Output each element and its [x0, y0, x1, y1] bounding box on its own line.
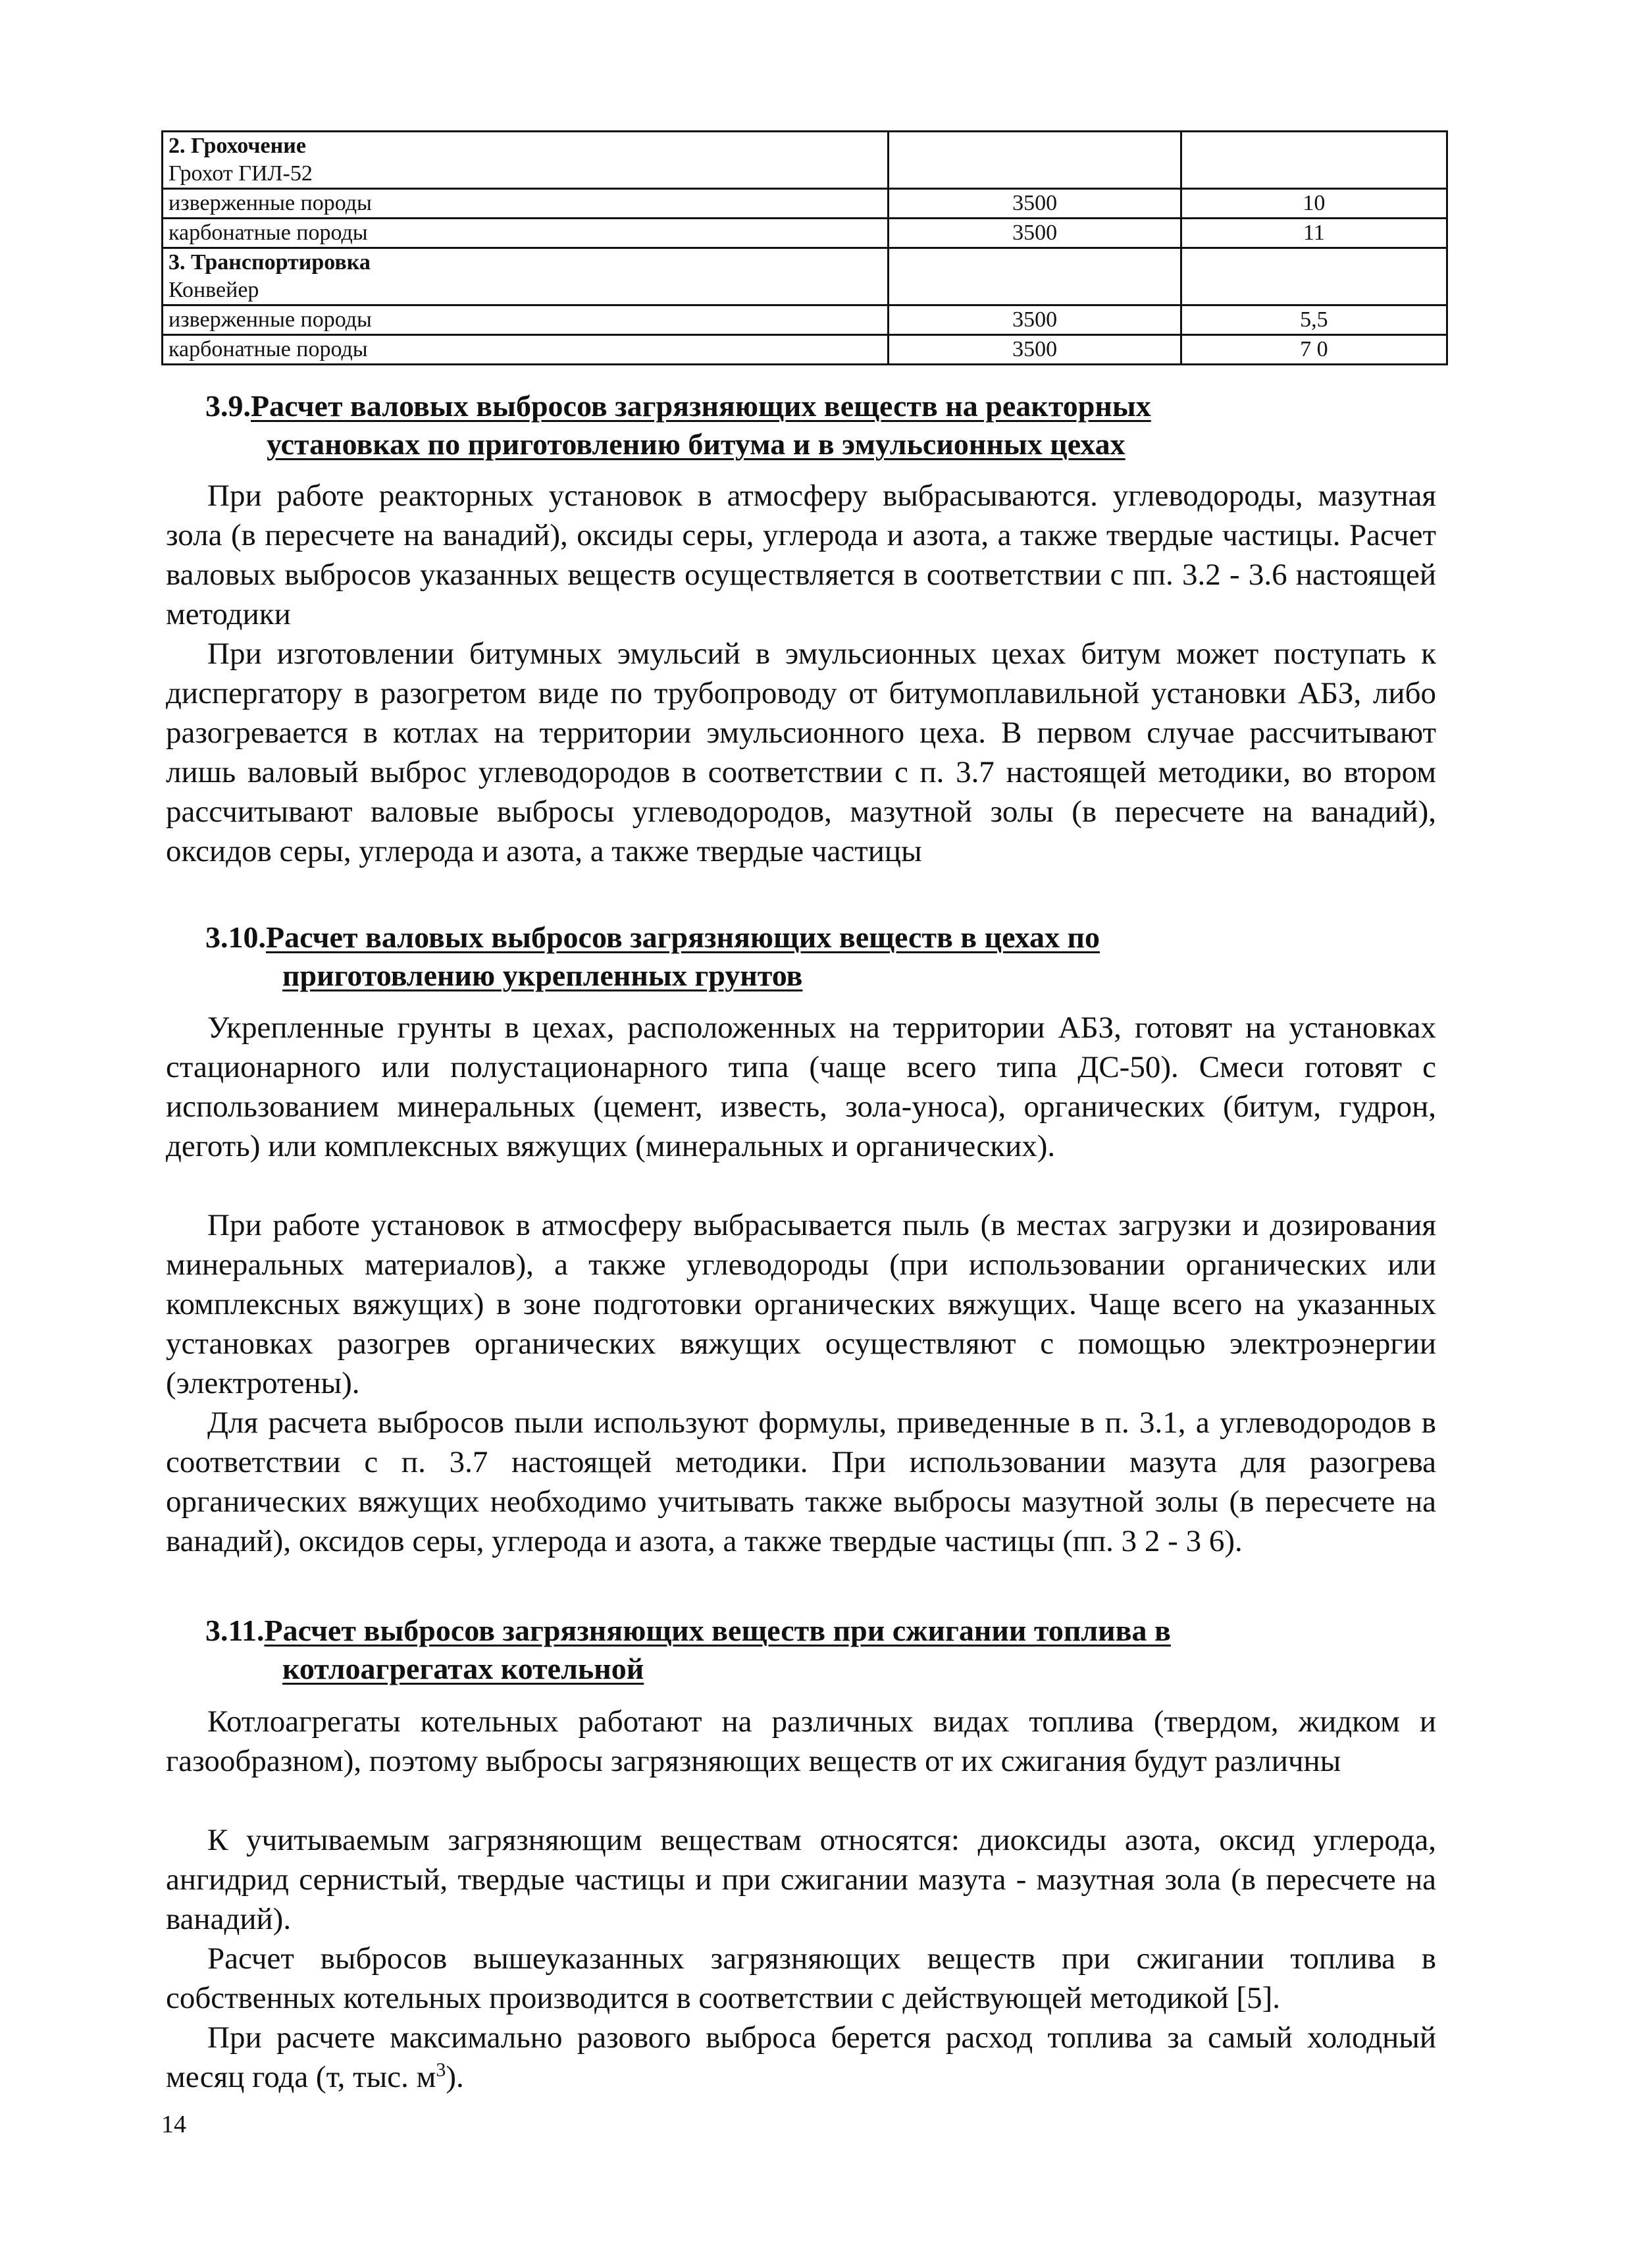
- section-heading-3-9: [205, 387, 1151, 463]
- table-row-label: карбонатные породы: [168, 337, 368, 361]
- table-cell-value: 3500: [1012, 307, 1058, 332]
- table-cell-value: 10: [1303, 191, 1326, 215]
- table-cell-value: 7 0: [1300, 337, 1328, 361]
- table-row-label: изверженные породы: [168, 307, 372, 332]
- section-number: 3.10.: [205, 920, 266, 954]
- table-group-title: 2. Грохочение: [168, 134, 306, 158]
- paragraph: Укрепленные грунты в цехах, расположенных на территории АБЗ, готовят на установках стационарного или полустационарного типа (чаще всего типа ДС-50). Смеси готовят с использованием минеральных (цемент, известь, зола-уноса), органических (битум, гудрон, деготь) или комплексных вяжущих (минеральных и органических).: [166, 1011, 1436, 1163]
- table-row: [163, 305, 1447, 335]
- table-group-header: [163, 132, 1447, 189]
- paragraph-text: При расчете максимально разового выброса берется расход топлива за самый холодный месяц года (т, тыс. м: [166, 2020, 1436, 2094]
- table-cell-value: 11: [1303, 221, 1325, 245]
- table-row-label: карбонатные породы: [168, 221, 368, 245]
- section-title-line1: Расчет валовых выбросов загрязняющих веществ на реакторных: [251, 389, 1151, 423]
- paragraph: Для расчета выбросов пыли используют формулы, приведенные в п. 3.1, а углеводородов в соответствии с п. 3.7 настоящей методики. При использовании мазута для разогрева органических вяжущих необходимо учитывать также выбросы мазутной золы (в пересчете на ванадий), оксидов серы, углерода и азота, а также твердые частицы (пп. 3 2 - 3 6).: [166, 1406, 1436, 1558]
- section-title-line2: приготовлению укрепленных грунтов: [282, 959, 803, 992]
- table-group-header: [163, 248, 1447, 305]
- section-title-line2: установках по приготовлению битума и в эмульсионных цехах: [267, 427, 1125, 461]
- table-cell-value: 3500: [1012, 191, 1058, 215]
- section-number: 3.9.: [205, 389, 251, 423]
- superscript: 3: [436, 2059, 446, 2081]
- table-cell-value: 5,5: [1300, 307, 1328, 332]
- paragraph: Котлоагрегаты котельных работают на различных видах топлива (твердом, жидком и газообразном), поэтому выбросы загрязняющих веществ от их сжигания будут различны: [166, 1704, 1436, 1778]
- emissions-table: [161, 130, 1448, 365]
- paragraph: При работе установок в атмосферу выбрасывается пыль (в местах загрузки и дозирования минеральных материалов), а также углеводороды (при использовании органических или комплексных вяжущих) в зоне подготовки органических вяжущих. Чаще всего на указанных установках разогрев органических вяжущих осуществляют с помощью электроэнергии (электротены).: [166, 1208, 1436, 1400]
- section-number: 3.11.: [205, 1614, 265, 1647]
- paragraph-last: [166, 2018, 1436, 2097]
- section-title-line1: Расчет выбросов загрязняющих веществ при сжигании топлива в: [264, 1614, 1171, 1647]
- paragraph-tail: ).: [446, 2060, 464, 2094]
- table-row: [163, 335, 1447, 365]
- table-row-label: изверженные породы: [168, 191, 372, 215]
- table-equipment: Грохот ГИЛ-52: [168, 161, 313, 186]
- section-heading-3-10: [205, 918, 1100, 995]
- page-number: 14: [161, 2111, 186, 2138]
- paragraph: При изготовлении битумных эмульсий в эмульсионных цехах битум может поступать к диспергатору в разогретом виде по трубопроводу от битумоплавильной установки АБЗ, либо разогревается в котлах на территории эмульсионного цеха. В первом случае рассчитывают лишь валовый выброс углеводородов в соответствии с п. 3.7 настоящей методики, во втором рассчитывают валовые выбросы углеводородов, мазутной золы (в пересчете на ванадий), оксидов серы, углерода и азота, а также твердые частицы: [166, 637, 1436, 868]
- table-cell-value: 3500: [1012, 221, 1058, 245]
- paragraph: Расчет выбросов вышеуказанных загрязняющих веществ при сжигании топлива в собственных котельных производится в соответствии с действующей методикой [5].: [166, 1941, 1436, 2015]
- table-group-title: 3. Транспортировка: [168, 250, 371, 275]
- section-title-line1: Расчет валовых выбросов загрязняющих веществ в цехах по: [266, 920, 1100, 954]
- table-cell-value: 3500: [1012, 337, 1058, 361]
- section-title-line2: котлоагрегатах котельной: [282, 1652, 644, 1685]
- table-equipment: Конвейер: [168, 278, 259, 302]
- section-heading-3-11: [205, 1612, 1171, 1688]
- table-row: [163, 189, 1447, 219]
- paragraph: При работе реакторных установок в атмосферу выбрасываются. углеводороды, мазутная зола (в пересчете на ванадий), оксиды серы, углерода и азота, а также твердые частицы. Расчет валовых выбросов указанных веществ осуществляется в соответствии с пп. 3.2 - 3.6 настоящей методики: [166, 479, 1436, 631]
- table-row: [163, 219, 1447, 248]
- paragraph: К учитываемым загрязняющим веществам относятся: диоксиды азота, оксид углерода, ангидрид сернистый, твердые частицы и при сжигании мазута - мазутная зола (в пересчете на ванадий).: [166, 1823, 1436, 1936]
